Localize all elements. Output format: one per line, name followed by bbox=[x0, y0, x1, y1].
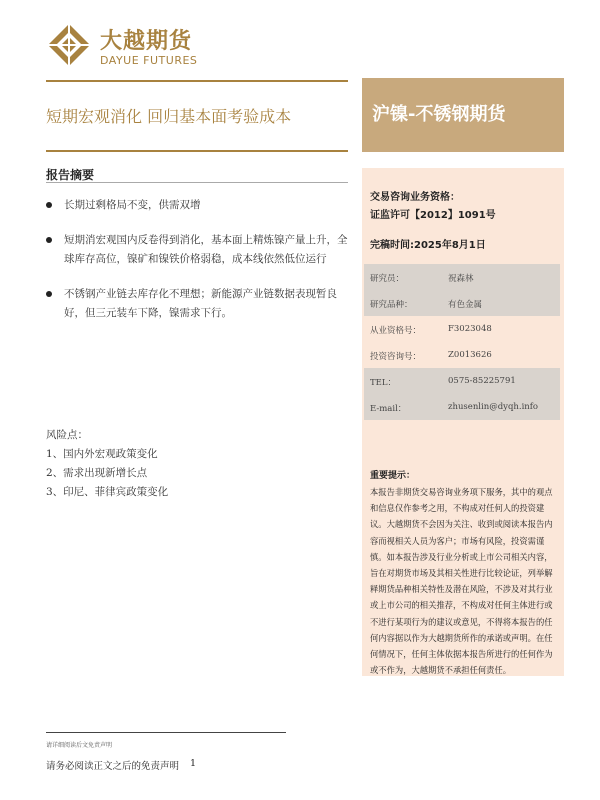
qualification-license: 证监许可【2012】1091号 bbox=[370, 210, 496, 221]
notice-title: 重要提示： bbox=[370, 471, 416, 481]
info-value: Z0013626 bbox=[448, 350, 492, 360]
info-row-consulting bbox=[364, 342, 560, 368]
report-title: 沪镍-不锈钢期货 bbox=[372, 104, 506, 125]
footer-rule bbox=[46, 732, 286, 733]
qualification-title: 交易咨询业务资格： bbox=[370, 192, 460, 203]
page-number: 1 bbox=[190, 758, 197, 769]
info-label: 从业资格号： bbox=[370, 326, 422, 336]
risk-item: 3、印尼、菲律宾政策变化 bbox=[46, 486, 169, 498]
info-value: 有色金属 bbox=[448, 300, 483, 310]
bullet-icon bbox=[46, 202, 52, 208]
info-label: 研究员： bbox=[370, 274, 405, 284]
logo-chinese-name: 大越期货 bbox=[100, 29, 193, 54]
report-title-box bbox=[362, 78, 564, 152]
info-value: 祝森林 bbox=[448, 274, 474, 284]
summary-item-text: 不锈钢产业链去库存化不理想；新能源产业链数据表现暂良好，但三元装车下降，镍需求下行。 bbox=[64, 288, 337, 319]
info-label: E-mail： bbox=[370, 404, 407, 414]
logo-english-name: DAYUE FUTURES bbox=[100, 54, 198, 67]
company-logo bbox=[46, 22, 216, 72]
header-top-rule bbox=[46, 80, 348, 82]
risk-item: 2、需求出现新增长点 bbox=[46, 467, 148, 479]
info-value: 0575-85225791 bbox=[448, 376, 516, 386]
summary-title: 报告摘要 bbox=[46, 168, 95, 182]
dayue-diamond-logo-icon bbox=[46, 22, 92, 68]
summary-item-text: 长期过剩格局不变，供需双增 bbox=[64, 199, 201, 211]
bullet-icon bbox=[46, 237, 52, 243]
summary-item bbox=[46, 231, 350, 269]
risk-section bbox=[46, 426, 346, 502]
info-value: F3023048 bbox=[448, 324, 492, 334]
info-row-tel bbox=[364, 368, 560, 394]
bullet-icon bbox=[46, 291, 52, 297]
summary-item-text: 短期消宏观国内反卷得到消化，基本面上精炼镍产量上升，全球库存高位，镍矿和镍铁价格弱稳，成本线依然低位运行 bbox=[64, 234, 348, 265]
footer-small-disclaimer: 请详细阅读后文免责声明 bbox=[46, 742, 113, 749]
summary-item bbox=[46, 285, 350, 323]
notice-text: 本报告非期货交易咨询业务项下服务，其中的观点和信息仅作参考之用，不构成对任何人的投资建议。大越期货不会因为关注、收到或阅读本报告内容而视相关人员为客户；市场有风险，投资需谨慎。如本报告涉及行业分析或上市公司相关内容，旨在对期货市场及其相关性进行比较论证，列举解释期货品种相关特性及潜在风险，不涉及对其行业或上市公司的相关推荐，不构成对任何主体进行或不进行某项行为的建议或意见，不得将本报告的任何内容据以作为大越期货所作的承诺或声明。在任何情况下，任何主体依据本报告所进行的任何作为或不作为，大越期货不承担任何责任。 bbox=[370, 487, 553, 676]
summary-item bbox=[46, 196, 350, 215]
footer-disclaimer: 请务必阅读正文之后的免责声明 bbox=[46, 761, 180, 772]
info-row-qualification bbox=[364, 316, 560, 342]
analyst-info-table bbox=[364, 264, 560, 420]
info-row-researcher bbox=[364, 264, 560, 290]
report-headline: 短期宏观消化 回归基本面考验成本 bbox=[46, 107, 292, 126]
info-label: 投资咨询号： bbox=[370, 352, 422, 362]
info-value: zhusenlin@dyqh.info bbox=[448, 402, 539, 412]
side-info-panel bbox=[362, 168, 564, 676]
info-row-category bbox=[364, 290, 560, 316]
completion-date: 完稿时间:2025年8月1日 bbox=[370, 240, 486, 251]
risk-title: 风险点： bbox=[46, 429, 88, 441]
risk-item: 1、国内外宏观政策变化 bbox=[46, 448, 158, 460]
summary-list bbox=[46, 196, 350, 339]
header-bottom-rule bbox=[46, 150, 348, 152]
info-label: TEL： bbox=[370, 378, 397, 388]
info-row-email bbox=[364, 394, 560, 420]
info-label: 研究品种： bbox=[370, 300, 413, 310]
summary-rule bbox=[46, 182, 348, 183]
